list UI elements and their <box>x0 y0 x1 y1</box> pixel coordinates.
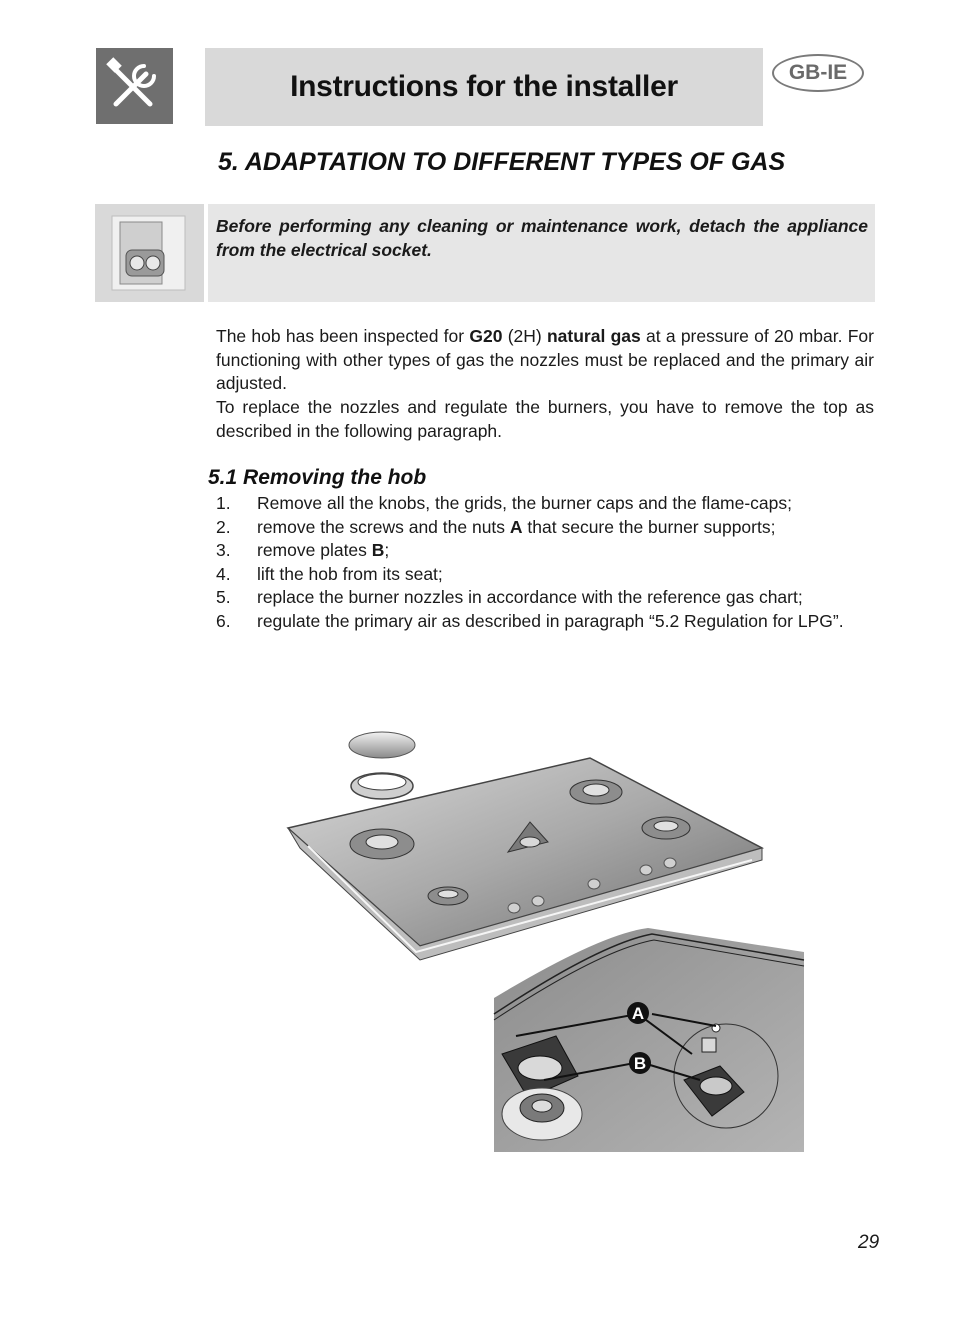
page-title: Instructions for the installer <box>290 70 678 103</box>
step-number: 5. <box>216 587 231 607</box>
step-text: Remove all the knobs, the grids, the burner caps and the flame-caps; <box>257 493 793 513</box>
subsection-heading: 5.1 Removing the hob <box>208 466 427 489</box>
list-item <box>216 586 874 610</box>
intro-text: (2H) <box>502 326 547 346</box>
label-a: A <box>631 1004 645 1023</box>
step-text: lift the hob from its seat; <box>257 563 443 584</box>
step-number: 1. <box>216 493 231 513</box>
step-text <box>257 516 874 540</box>
burner <box>570 780 622 804</box>
gas-type: natural gas <box>546 326 641 346</box>
wrench-screwdriver-icon <box>96 48 173 124</box>
intro-paragraph-2: To replace the nozzles and regulate the burners, you have to remove the top as described in the following paragraph. <box>216 397 874 441</box>
electrical-socket-icon <box>95 204 204 302</box>
burner <box>428 887 468 905</box>
step-text-part: ; <box>384 540 390 560</box>
step-number: 2. <box>216 516 231 537</box>
steps-list <box>216 492 874 633</box>
burner <box>642 817 690 839</box>
zoom-detail <box>494 928 804 1152</box>
warning-text: Before performing any cleaning or maintenance work, detach the appliance from the electrical socket. <box>216 216 868 260</box>
label-a-badge <box>627 1002 649 1024</box>
list-item <box>216 610 874 634</box>
warning-icon-box <box>95 204 204 302</box>
step-text-part: A <box>509 516 523 537</box>
step-text <box>257 539 874 563</box>
intro-text: at a pressure of 20 mbar. For functioning with other types of gas the nozzles must be replaced and the primary air adjusted. <box>216 326 874 393</box>
label-b-badge <box>629 1052 651 1074</box>
burner-cap <box>349 732 415 758</box>
intro-paragraph <box>216 325 874 396</box>
intro-text: The hob has been inspected for <box>216 326 470 346</box>
burner <box>350 829 414 859</box>
step-text-part: that secure the burner supports; <box>522 516 776 537</box>
country-badge <box>772 54 864 92</box>
header-bar <box>205 48 763 126</box>
list-item <box>216 492 874 516</box>
step-text: replace the burner nozzles in accordance with the reference gas chart; <box>257 587 803 607</box>
list-item <box>216 539 874 563</box>
step-number: 4. <box>216 563 231 584</box>
list-item <box>216 516 874 540</box>
section-heading: 5. ADAPTATION TO DIFFERENT TYPES OF GAS <box>218 148 786 176</box>
step-text-part: remove plates <box>257 540 372 560</box>
page-number: 29 <box>858 1232 880 1253</box>
tools-icon-box <box>96 48 173 124</box>
label-b: B <box>633 1054 647 1073</box>
step-text-part: remove the screws and the nuts <box>257 516 510 537</box>
step-text: regulate the primary air as described in paragraph “5.2 Regulation for LPG”. <box>257 610 844 631</box>
step-text-part: B <box>371 540 385 560</box>
gas-code: G20 <box>469 326 503 346</box>
flame-cap-ring <box>351 773 413 799</box>
hob-illustration <box>280 720 810 1160</box>
country-code: GB-IE <box>788 61 848 84</box>
step-number: 3. <box>216 540 231 560</box>
list-item <box>216 563 874 587</box>
step-number: 6. <box>216 610 231 631</box>
